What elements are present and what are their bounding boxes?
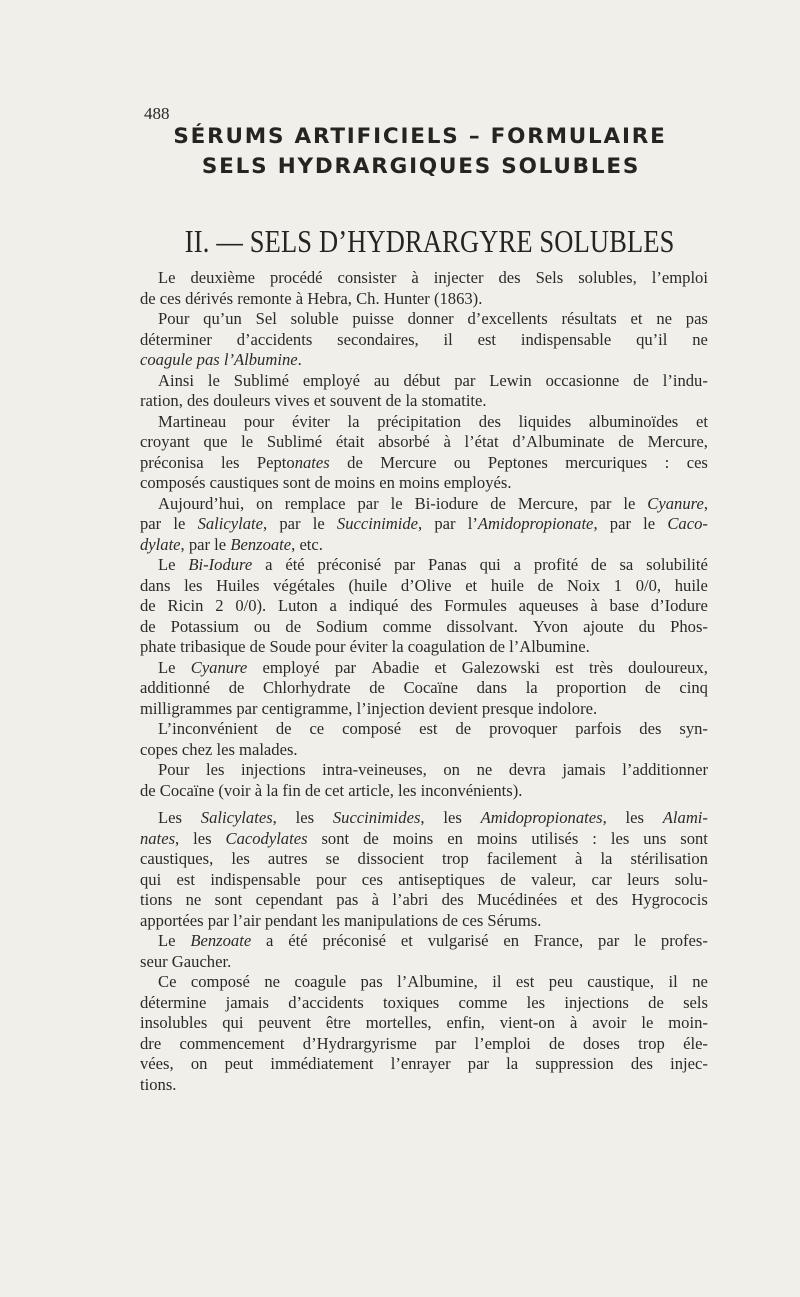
text-line: de Cocaïne (voir à la fin de cet article, les inconvénients). [140,780,523,800]
text-line: Le Benzoate a été préconisé et vulgarisé en France, par le profes- [158,931,708,950]
paragraph [140,658,708,720]
section-title: II. — SELS D’HYDRARGYRE SOLUBLES [184,224,675,259]
text-line: déterminer d’accidents secondaires, il est indispensable qu’il ne [140,329,708,349]
text-line: ration, des douleurs vives et souvent de la stomatite. [140,391,487,410]
text-line: phate tribasique de Soude pour éviter la coagulation de l’Albumine. [140,637,590,656]
text-line: Martineau pour éviter la précipitation des liquides albuminoïdes et [158,411,708,431]
text-line: insolubles qui peuvent être mortelles, enfin, vient-on à avoir le moin- [140,1013,708,1032]
text-line: Les Salicylates, les Succinimides, les Amidopropionates, les Alami- [158,808,708,827]
text-line: vées, on peut immédiatement l’enrayer par la suppression des injec- [140,1054,708,1073]
text-line: Pour qu’un Sel soluble puisse donner d’excellents résultats et ne pas [158,309,708,328]
text-line: coagule pas l’Albumine . [140,350,302,369]
text-line: Aujourd’hui, on remplace par le Bi-iodure de Mercure, par le Cyanure, [158,493,708,513]
paragraph [140,309,708,371]
text-line: croyant que le Sublimé était absorbé à l’état d’Albuminate de Mercure, [140,432,708,451]
text-line: Le Bi-Iodure a été préconisé par Panas qui a profité de sa solubilité [158,555,708,574]
text-line: Ce composé ne coagule pas l’Albumine, il est peu caustique, il ne [158,972,708,991]
paragraph [140,808,708,931]
text-line: préconisa les Peptonates de Mercure ou Peptones mercuriques : ces [140,452,708,472]
running-head [140,122,700,182]
paragraph-gap [140,801,708,808]
text-line: de ces dérivés remonte à Hebra, Ch. Hunter (1863). [140,288,483,308]
text-line: dre commencement d’Hydrargyrisme par l’emploi de doses trop éle- [140,1033,708,1053]
text-line: de Potassium ou de Sodium comme dissolvant. Yvon ajoute du Phos- [140,616,708,636]
text-line: qui est indispensable pour ces antiseptiques de valeur, car leurs solu- [140,869,708,889]
text-line: L’inconvénient de ce composé est de provoquer parfois des syn- [158,719,708,738]
text-line: détermine jamais d’accidents toxiques comme les injections de sels [140,992,708,1012]
text-line: dylate , par le Benzoate , etc. [140,534,323,554]
paragraph [140,931,708,972]
text-line: dans les Huiles végétales (huile d’Olive et huile de Noix 1 0/0, huile [140,575,708,595]
text-line: tions. [140,1074,177,1094]
text-line: Le Cyanure employé par Abadie et Galezowski est très douloureux, [158,657,708,677]
paragraph [140,268,708,309]
running-title-line-1: SÉRUMS ARTIFICIELS – FORMULAIRE [173,124,667,149]
text-line: milligrammes par centigramme, l’injection devient presque indolore. [140,698,598,718]
page-number: 488 [144,104,170,123]
paragraph [140,555,708,658]
text-line: Le deuxième procédé consister à injecter des Sels solubles, l’emploi [158,268,708,287]
text-line: tions ne sont cependant pas à l’abri des Mucédinées et des Hygrococis [140,890,708,909]
text-line: caustiques, les autres se dissocient trop facilement à la stérilisation [140,849,708,868]
body-text [140,268,708,1095]
text-line: nates, les Cacodylates sont de moins en moins utilisés : les uns sont [140,828,708,848]
text-line: Pour les injections intra-veineuses, on ne devra jamais l’additionner [158,760,708,779]
text-line: de Ricin 2 0/0). Luton a indiqué des Formules aqueuses à base d’Iodure [140,596,708,615]
paragraph [140,760,708,801]
text-line: additionné de Chlorhydrate de Cocaïne dans la proportion de cinq [140,678,708,697]
paragraph [140,371,708,412]
text-line: copes chez les malades. [140,739,298,759]
running-title-line-2: SELS HYDRARGIQUES SOLUBLES [201,154,641,179]
text-line: par le Salicylate, par le Succinimide, par l’Amidopropionate, par le Caco- [140,514,708,533]
text-line: Ainsi le Sublimé employé au début par Lewin occasionne de l’indu- [158,370,708,390]
paragraph [140,494,708,556]
paragraph [140,719,708,760]
paragraph [140,972,708,1095]
text-line: seur Gaucher. [140,951,232,971]
text-line: composés caustiques sont de moins en moins employés. [140,473,512,492]
text-line: apportées par l’air pendant les manipulations de ces Sérums. [140,910,542,930]
paragraph [140,412,708,494]
